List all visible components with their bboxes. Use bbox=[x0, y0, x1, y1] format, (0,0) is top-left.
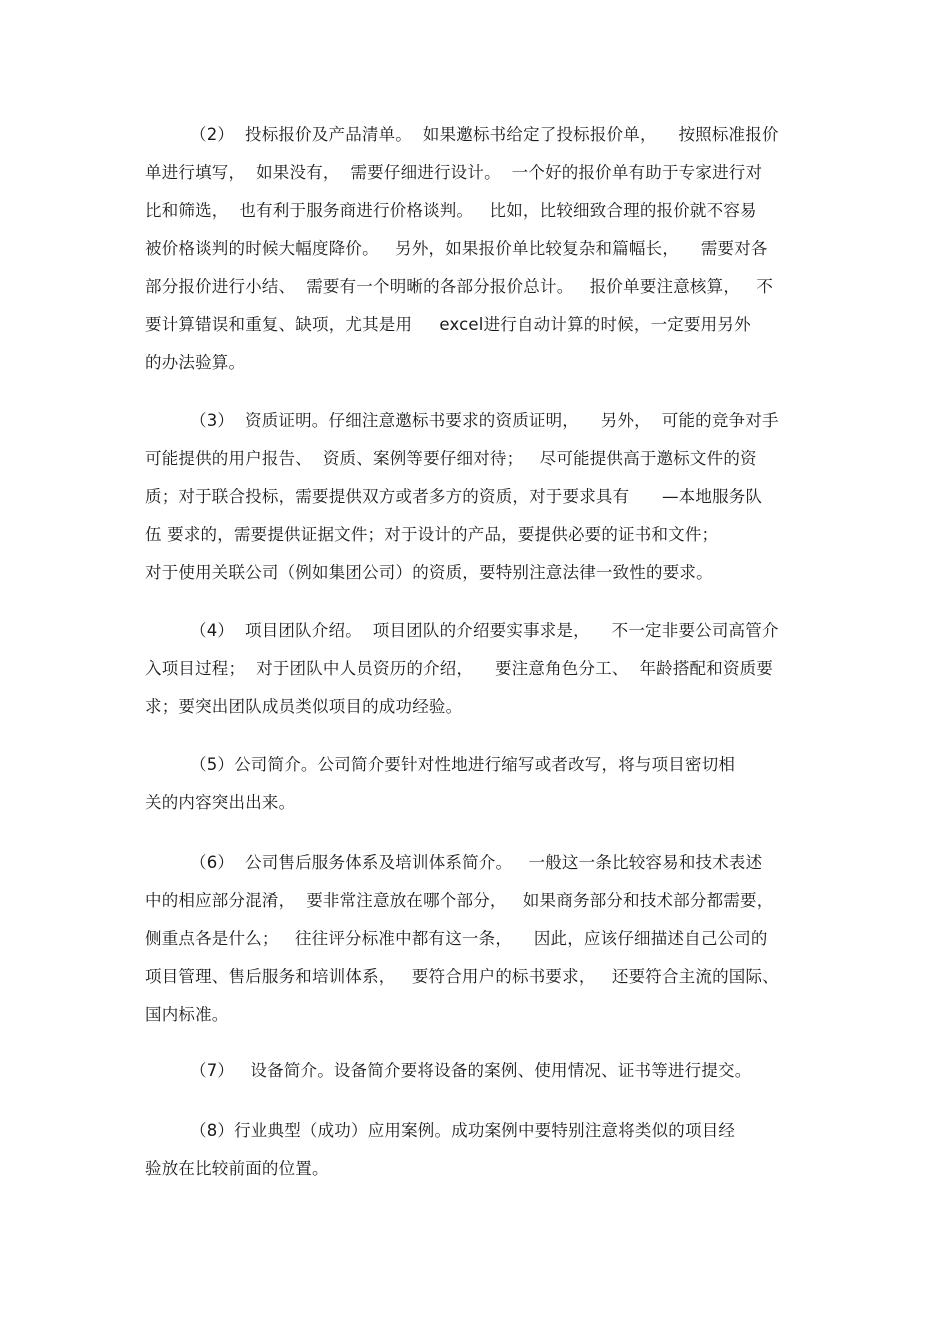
text-line: （3） 资质证明。仔细注意邀标书要求的资质证明， 另外， 可能的竞争对手 bbox=[190, 411, 779, 430]
text-line: 比和筛选， 也有利于服务商进行价格谈判。 比如，比较细致合理的报价就不容易 bbox=[145, 201, 757, 220]
text-line: 可能提供的用户报告、 资质、案例等要仔细对待； 尽可能提供高于邀标文件的资 bbox=[145, 449, 757, 468]
text-line: 求；要突出团队成员类似项目的成功经验。 bbox=[145, 697, 463, 716]
text-line: 项目管理、售后服务和培训体系， 要符合用户的标书要求， 还要符合主流的国际、 bbox=[145, 967, 779, 986]
text-line: 被价格谈判的时候大幅度降价。 另外，如果报价单比较复杂和篇幅长， 需要对各 bbox=[145, 239, 768, 258]
text-line: 侧重点各是什么； 往往评分标准中都有这一条， 因此，应该仔细描述自己公司的 bbox=[145, 929, 768, 948]
text-line: （4） 项目团队介绍。 项目团队的介绍要实事求是， 不一定非要公司高管介 bbox=[190, 621, 779, 640]
text-line: 单进行填写， 如果没有， 需要仔细进行设计。 一个好的报价单有助于专家进行对 bbox=[145, 163, 763, 182]
text-line: （6） 公司售后服务体系及培训体系简介。 一般这一条比较容易和技术表述 bbox=[190, 853, 763, 872]
text-line: 部分报价进行小结、 需要有一个明晰的各部分报价总计。 报价单要注意核算， 不 bbox=[145, 277, 774, 296]
text-line: 要计算错误和重复、缺项，尤其是用 excel进行自动计算的时候，一定要用另外 bbox=[145, 315, 751, 334]
text-line: 的办法验算。 bbox=[145, 353, 246, 372]
text-line: 国内标准。 bbox=[145, 1005, 229, 1024]
text-line: 入项目过程； 对于团队中人员资历的介绍， 要注意角色分工、 年龄搭配和资质要 bbox=[145, 659, 774, 678]
text-line: （7） 设备简介。设备简介要将设备的案例、使用情况、证书等进行提交。 bbox=[190, 1061, 752, 1080]
text-line: （5）公司简介。公司简介要针对性地进行缩写或者改写，将与项目密切相 bbox=[190, 755, 736, 774]
text-line: （8）行业典型（成功）应用案例。成功案例中要特别注意将类似的项目经 bbox=[190, 1121, 736, 1140]
text-line: 对于使用关联公司（例如集团公司）的资质，要特别注意法律一致性的要求。 bbox=[145, 563, 713, 582]
text-line: 验放在比较前面的位置。 bbox=[145, 1159, 329, 1178]
text-line: （2） 投标报价及产品清单。 如果邀标书给定了投标报价单， 按照标准报价 bbox=[190, 125, 779, 144]
text-line: 伍 要求的，需要提供证据文件；对于设计的产品，要提供必要的证书和文件； bbox=[145, 525, 719, 544]
text-line: 中的相应部分混淆， 要非常注意放在哪个部分， 如果商务部分和技术部分都需要， bbox=[145, 891, 774, 910]
text-line: 质；对于联合投标，需要提供双方或者多方的资质，对于要求具有 —本地服务队 bbox=[145, 487, 763, 506]
text-line: 关的内容突出出来。 bbox=[145, 793, 296, 812]
